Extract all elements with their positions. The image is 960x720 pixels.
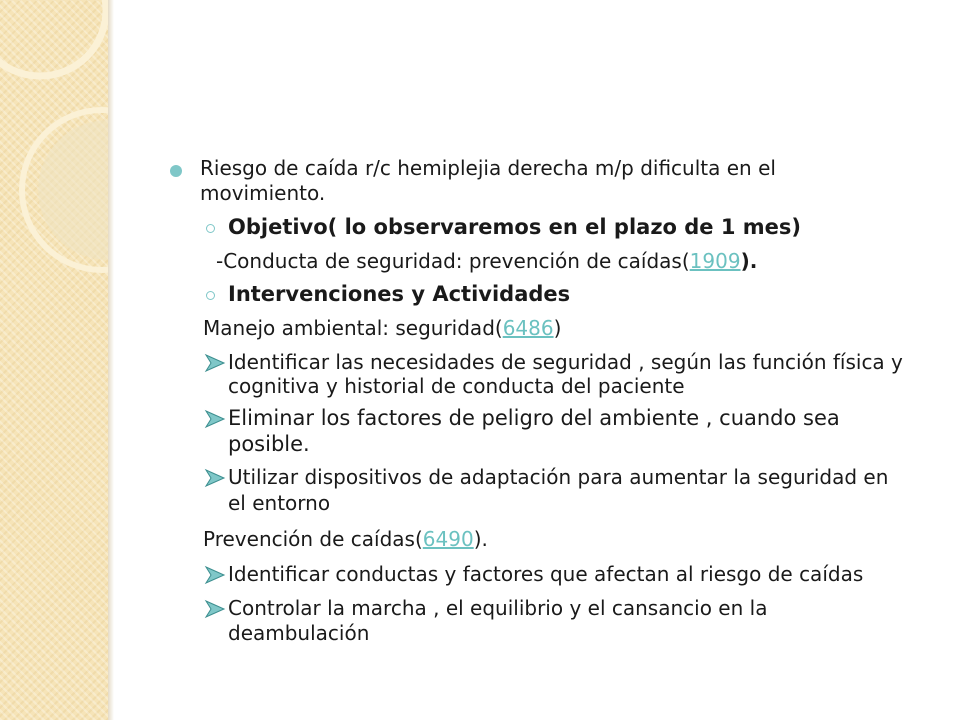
decorative-side-panel (0, 0, 108, 720)
arrow-bullet-icon (204, 599, 226, 619)
decorative-circles (0, 0, 108, 720)
side-panel-shadow (108, 0, 114, 720)
prevencion-item-1-line-1: Identificar conductas y factores que afectan al riesgo de caídas (228, 562, 864, 586)
sub-bullet-ring (206, 224, 215, 233)
interventions-heading: Intervenciones y Actividades (228, 282, 571, 306)
manejo-heading-suffix: ) (553, 316, 562, 340)
prevencion-code-link[interactable]: 6490 (422, 527, 474, 551)
arrow-bullet-icon (204, 353, 226, 373)
diagnosis-line-1: Riesgo de caída r/c hemiplejia derecha m/p dificulta en el (200, 156, 776, 180)
manejo-item-3-line-2: el entorno (228, 491, 331, 515)
objective-outcome (216, 249, 757, 274)
arrow-bullet-icon (204, 565, 226, 585)
outcome-code-link[interactable]: 1909 (689, 249, 741, 273)
manejo-item-1-line-1: Identificar las necesidades de seguridad , según las función física y (228, 350, 903, 374)
arrow-bullet-icon (204, 468, 226, 488)
manejo-item-1-line-2: cognitiva y historial de conducta del paciente (228, 374, 685, 398)
prevencion-heading-suffix: ). (473, 527, 488, 551)
objective-heading: Objetivo( lo observaremos en el plazo de 1 mes) (228, 215, 802, 239)
prevencion-item-2-line-2: deambulación (228, 621, 370, 645)
manejo-item-3-line-1: Utilizar dispositivos de adaptación para aumentar la seguridad en (228, 465, 889, 489)
objective-outcome-text: -Conducta de seguridad: prevención de caídas( (216, 249, 690, 273)
bullet-dot (170, 165, 182, 177)
arrow-bullet-icon (204, 409, 226, 429)
sub-bullet-ring (206, 291, 215, 300)
prevencion-heading-text: Prevención de caídas( (203, 527, 423, 551)
manejo-heading (203, 316, 561, 341)
middle-circle-fill (38, 120, 108, 260)
manejo-item-2-line-2: posible. (228, 432, 310, 456)
prevencion-item-2-line-1: Controlar la marcha , el equilibrio y el cansancio en la (228, 596, 768, 620)
diagnosis-line-2: movimiento. (200, 181, 326, 205)
manejo-heading-text: Manejo ambiental: seguridad( (203, 316, 503, 340)
objective-outcome-suffix: ). (740, 249, 758, 273)
manejo-code-link[interactable]: 6486 (502, 316, 554, 340)
top-circle-ring (0, 0, 106, 76)
manejo-item-2-line-1: Eliminar los factores de peligro del ambiente , cuando sea (228, 406, 840, 430)
prevencion-heading (203, 527, 488, 552)
